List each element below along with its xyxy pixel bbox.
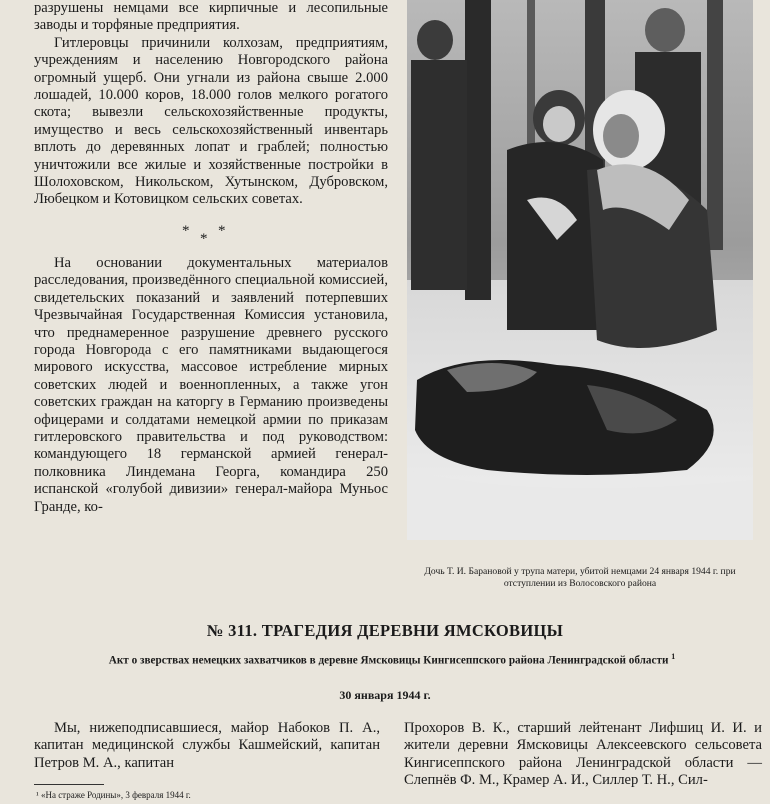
star-mark: * (218, 222, 226, 239)
footnote-marker: 1 (671, 652, 676, 661)
document-title: № 311. ТРАГЕДИЯ ДЕРЕВНИ ЯМСКОВИЦЫ (206, 621, 564, 640)
paragraph-damage: Гитлеровцы причинили колхозам, предприятиям, учреждениям и населению Новгородского района огромный ущерб. Они угнали из района свыше 2.000 лошадей, 10.000 коров, 18.000 голов мелкого рогатого скота; вывезли сельскохозяйственные продукты, имущество и весь сельскохозяйственный инвентарь вплоть до деревянных лопат и граблей; полностью уничтожили все жилые и хозяйственные постройки в Шолоховском, Никольском, Хутынском, Дубровском, Любецком и Котовицком сельских советах. (34, 34, 388, 208)
body-left-column (34, 720, 380, 772)
footnote-text: ¹ «На страже Родины», 3 февраля 1944 г. (36, 790, 191, 800)
section-separator-stars (34, 217, 388, 255)
body-left-paragraph: Мы, нижеподписавшиеся, майор Набоков П. А., капитан медицинской службы Кашмейский, капитан Петров М. А., капитан (34, 720, 380, 771)
footnote-divider (34, 784, 104, 785)
left-text-column (34, 0, 388, 516)
document-subtitle (20, 650, 764, 668)
body-right-paragraph: Прохоров В. К., старший лейтенант Лифшиц И. И. и жители деревни Ямсковицы Алексеевского сельсовета Кингисеппского района Ленинградской области — Слепнёв Ф. М., Крамер А. И., Силлер Т. Н., Сил- (404, 720, 762, 789)
photograph-illustration (407, 0, 753, 540)
star-mark: * (200, 230, 208, 247)
photo-caption: Дочь Т. И. Барановой у трупа матери, убитой немцами 24 января 1944 г. при отступлении из Волосовского района (424, 566, 736, 589)
paragraph-tail: разрушены немцами все кирпичные и лесопильные заводы и торфяные предприятия. (34, 0, 388, 34)
star-mark: * (182, 222, 190, 239)
document-date: 30 января 1944 г. (339, 688, 431, 702)
subtitle-text: Акт о зверствах немецких захватчиков в деревне Ямсковицы Кингисеппского района Ленинградской области (108, 654, 669, 667)
paragraph-findings: На основании документальных материалов расследования, произведённого специальной комиссией, свидетельских показаний и заявлений потерпевших Чрезвычайная Государственная Комиссия установила, что преднамеренное разрушение древнего русского города Новгорода с его памятниками выдающегося мирового искусства, массовое истребление мирных советских людей и военнопленных, а также угон советских граждан на каторгу в Германию произведены офицерами и солдатами немецкой армии по приказам гитлеровского правительства и под руководством: командующего 18 германской армией генерал-полковника Линдемана Георга, командира 250 испанской «голубой дивизии» генерал-майора Муньос Гранде, ко- (34, 254, 388, 515)
body-right-column (404, 720, 762, 790)
